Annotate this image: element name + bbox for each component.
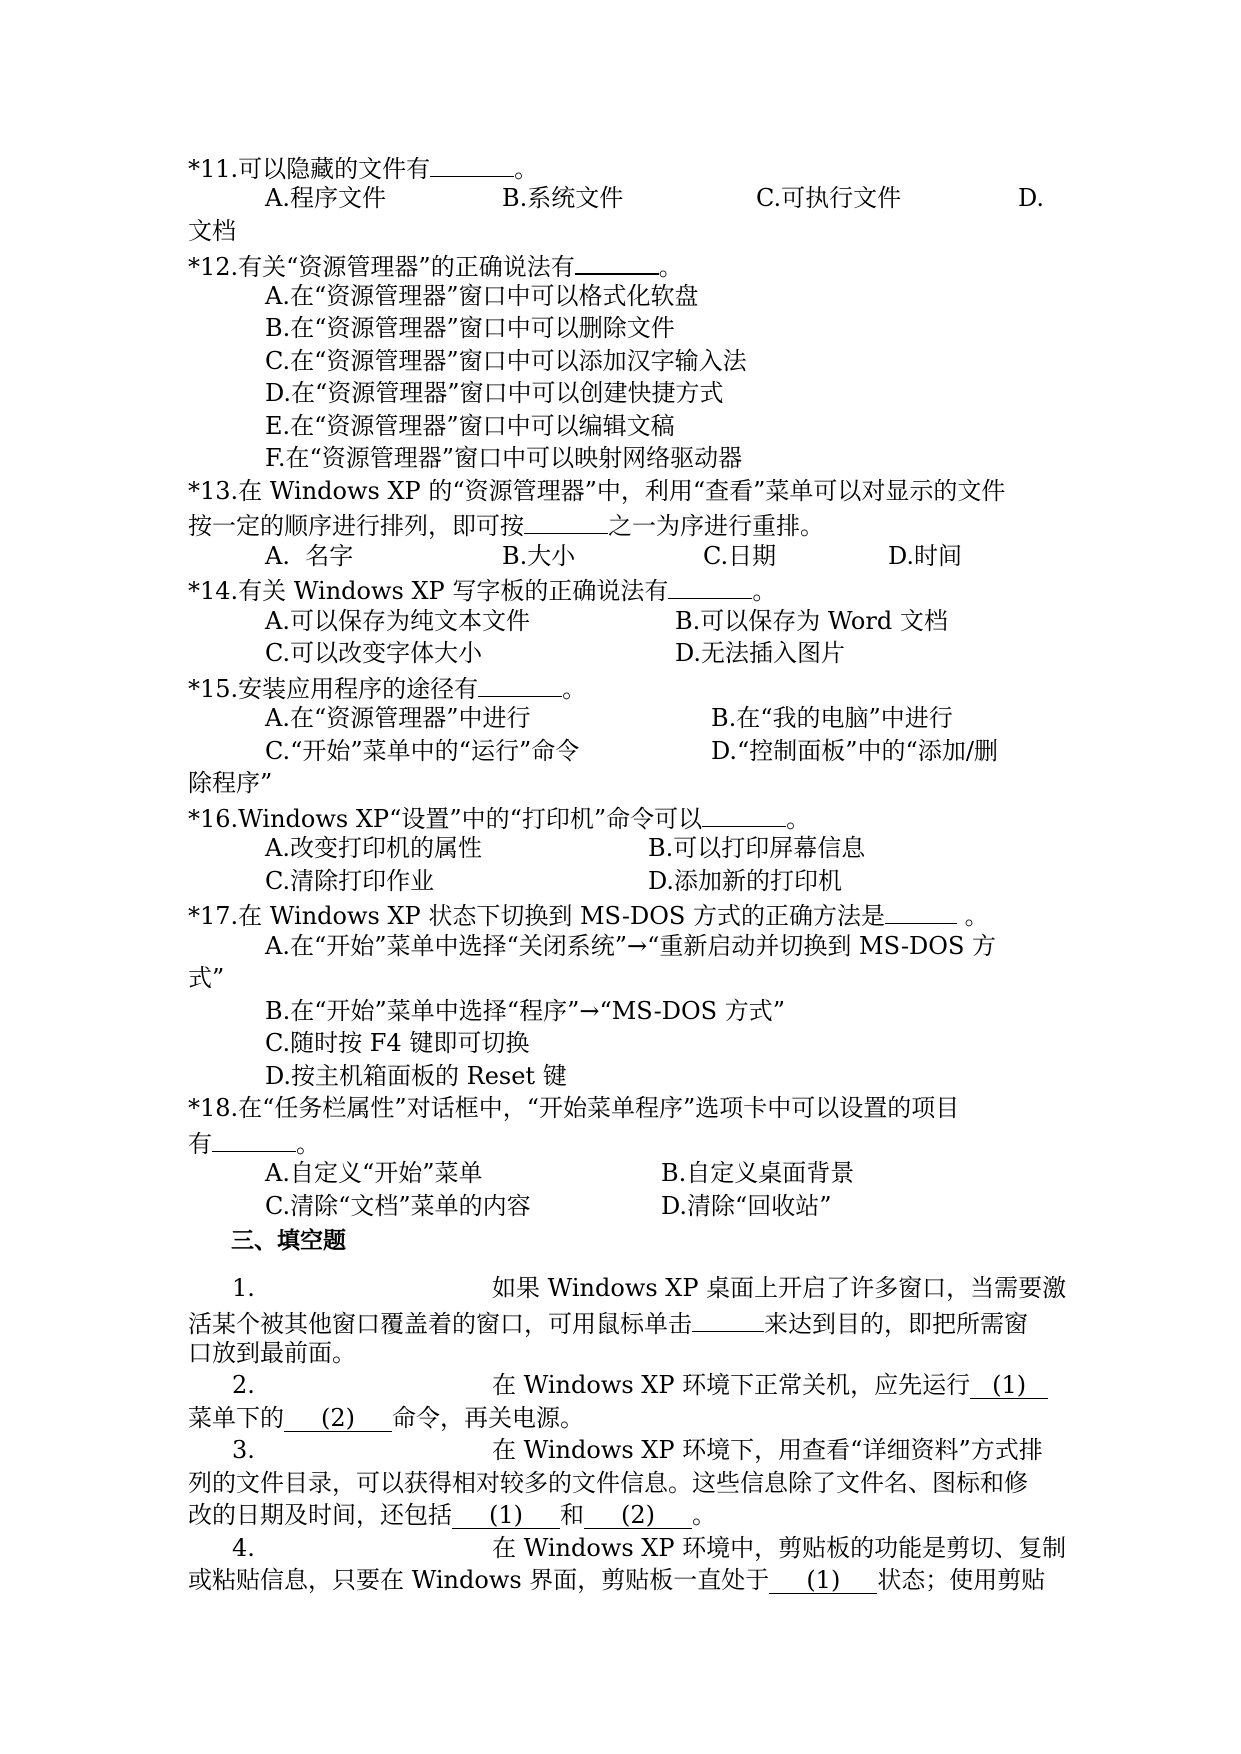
option-b: B.可以打印屏幕信息 xyxy=(648,834,866,862)
option-d: D.时间 xyxy=(888,542,963,570)
question-text: 有 xyxy=(188,1130,212,1158)
answer-blank xyxy=(885,897,957,924)
option-e: E.在“资源管理器”窗口中可以编辑文稿 xyxy=(265,412,675,440)
option-c: C.在“资源管理器”窗口中可以添加汉字输入法 xyxy=(265,347,747,375)
question-end: 。 xyxy=(752,577,777,605)
question-end: 。 xyxy=(956,902,989,930)
option-d: D.添加新的打印机 xyxy=(648,867,843,895)
question-11-stem xyxy=(188,150,538,186)
question-text: 按一定的顺序进行排列，即可按 xyxy=(188,512,524,540)
question-13-stem-line2 xyxy=(188,507,824,543)
option-d: D.按主机箱面板的 Reset 键 xyxy=(265,1062,567,1090)
question-text: 或粘贴信息，只要在 Windows 界面，剪贴板一直处于 xyxy=(188,1566,770,1594)
answer-blank xyxy=(478,670,562,697)
option-a: A.在“资源管理器”中进行 xyxy=(265,704,531,732)
fill-3-line1: 在 Windows XP 环境下，用查看“详细资料”方式排 xyxy=(492,1436,1043,1464)
fill-4-line2 xyxy=(188,1564,1045,1597)
question-text: *15.安装应用程序的途径有 xyxy=(188,675,479,703)
fill-2-number: 2. xyxy=(232,1371,255,1399)
question-17-stem xyxy=(188,897,989,933)
question-text: 来达到目的，即把所需窗 xyxy=(764,1310,1028,1338)
answer-blank-1: (1) xyxy=(452,1502,560,1529)
fill-4-number: 4. xyxy=(232,1534,255,1562)
question-text: 命令，再关电源。 xyxy=(392,1404,584,1432)
option-b: B.在“资源管理器”窗口中可以删除文件 xyxy=(265,314,675,342)
option-c: C.清除打印作业 xyxy=(265,867,435,895)
question-end: 。 xyxy=(786,805,811,833)
fill-2-line1 xyxy=(492,1369,1048,1402)
fill-4-line1: 在 Windows XP 环境中，剪贴板的功能是剪切、复制 xyxy=(492,1534,1067,1562)
option-a: A.在“开始”菜单中选择“关闭系统”→“重新启动并切换到 MS-DOS 方 xyxy=(265,932,997,960)
question-text: 菜单下的 xyxy=(188,1404,284,1432)
answer-blank-1: (1) xyxy=(769,1567,877,1594)
option-c: C.可以改变字体大小 xyxy=(265,639,483,667)
fill-1-line2 xyxy=(188,1305,1028,1341)
option-a: A.可以保存为纯文本文件 xyxy=(265,607,530,635)
question-text: 在 Windows XP 环境下正常关机，应先运行 xyxy=(492,1371,971,1399)
question-text: *14.有关 Windows XP 写字板的正确说法有 xyxy=(188,577,669,605)
option-d: D.“控制面板”中的“添加/删 xyxy=(711,737,998,765)
question-end: 。 xyxy=(296,1130,320,1158)
question-text: 改的日期及时间，还包括 xyxy=(188,1501,452,1529)
option-b: B.大小 xyxy=(502,542,576,570)
option-b: B.在“开始”菜单中选择“程序”→“MS-DOS 方式” xyxy=(265,997,785,1025)
answer-blank-1: (1) xyxy=(970,1372,1048,1399)
fill-3-line3 xyxy=(188,1499,716,1532)
option-d-continued: 除程序” xyxy=(188,769,273,797)
fill-1-line3: 口放到最前面。 xyxy=(188,1339,356,1367)
answer-blank-2: (2) xyxy=(584,1502,692,1529)
option-a: A.在“资源管理器”窗口中可以格式化软盘 xyxy=(265,282,699,310)
question-text: *16.Windows XP“设置”中的“打印机”命令可以 xyxy=(188,805,703,833)
question-14-stem xyxy=(188,572,776,608)
fill-1-number: 1. xyxy=(232,1274,255,1302)
option-b: B.系统文件 xyxy=(502,184,624,212)
question-text: *11.可以隐藏的文件有 xyxy=(188,155,431,183)
option-c: C.可执行文件 xyxy=(756,184,902,212)
question-12-stem xyxy=(188,247,683,284)
answer-blank xyxy=(575,247,659,275)
question-end: 。 xyxy=(692,1501,716,1529)
question-text: *17.在 Windows XP 状态下切换到 MS-DOS 方式的正确方法是 xyxy=(188,902,885,930)
question-text: 状态；使用剪贴 xyxy=(877,1566,1046,1594)
option-c: C.清除“文档”菜单的内容 xyxy=(265,1192,531,1220)
fill-2-line2 xyxy=(188,1402,584,1435)
option-d: D.清除“回收站” xyxy=(661,1192,832,1220)
option-b: B.在“我的电脑”中进行 xyxy=(711,704,953,732)
question-16-stem xyxy=(188,800,810,836)
option-d: D. xyxy=(1018,184,1045,212)
question-13-stem-line1: *13.在 Windows XP 的“资源管理器”中，利用“查看”菜单可以对显示的文件 xyxy=(188,477,1006,505)
question-end: 。 xyxy=(658,253,683,281)
answer-blank xyxy=(524,507,608,534)
option-d-continued: 文档 xyxy=(188,217,236,245)
question-text: *12.有关“资源管理器”的正确说法有 xyxy=(188,253,575,281)
option-c: C.日期 xyxy=(703,542,777,570)
option-c: C.“开始”菜单中的“运行”命令 xyxy=(265,737,580,765)
fill-3-line2: 列的文件目录，可以获得相对较多的文件信息。这些信息除了文件名、图标和修 xyxy=(188,1469,1028,1497)
question-text: 之一为序进行重排。 xyxy=(608,512,824,540)
answer-blank xyxy=(430,150,514,177)
option-d: D.在“资源管理器”窗口中可以创建快捷方式 xyxy=(265,379,724,407)
question-15-stem xyxy=(188,670,586,706)
question-text: 和 xyxy=(560,1501,584,1529)
option-a: A. 名字 xyxy=(265,542,354,570)
question-18-stem-line1: *18.在“任务栏属性”对话框中，“开始菜单程序”选项卡中可以设置的项目 xyxy=(188,1094,960,1122)
option-f: F.在“资源管理器”窗口中可以映射网络驱动器 xyxy=(265,444,743,472)
option-a: A.自定义“开始”菜单 xyxy=(265,1159,483,1187)
fill-1-line1: 如果 Windows XP 桌面上开启了许多窗口，当需要激 xyxy=(492,1274,1067,1302)
question-18-stem-line2 xyxy=(188,1125,320,1161)
question-text: 活某个被其他窗口覆盖着的窗口，可用鼠标单击 xyxy=(188,1310,692,1338)
question-end: 。 xyxy=(514,155,539,183)
question-end: 。 xyxy=(562,675,587,703)
option-d: D.无法插入图片 xyxy=(675,639,846,667)
answer-blank xyxy=(212,1125,296,1152)
section-heading: 三、填空题 xyxy=(231,1228,346,1254)
option-a: A.程序文件 xyxy=(265,184,386,212)
option-b: B.自定义桌面背景 xyxy=(661,1159,855,1187)
answer-blank-2: (2) xyxy=(284,1405,392,1432)
answer-blank xyxy=(702,800,786,827)
answer-blank xyxy=(668,572,752,599)
option-a: A.改变打印机的属性 xyxy=(265,834,482,862)
option-c: C.随时按 F4 键即可切换 xyxy=(265,1029,530,1057)
fill-3-number: 3. xyxy=(232,1436,255,1464)
option-a-continued: 式” xyxy=(188,964,225,992)
answer-blank xyxy=(692,1305,764,1332)
option-b: B.可以保存为 Word 文档 xyxy=(675,607,948,635)
